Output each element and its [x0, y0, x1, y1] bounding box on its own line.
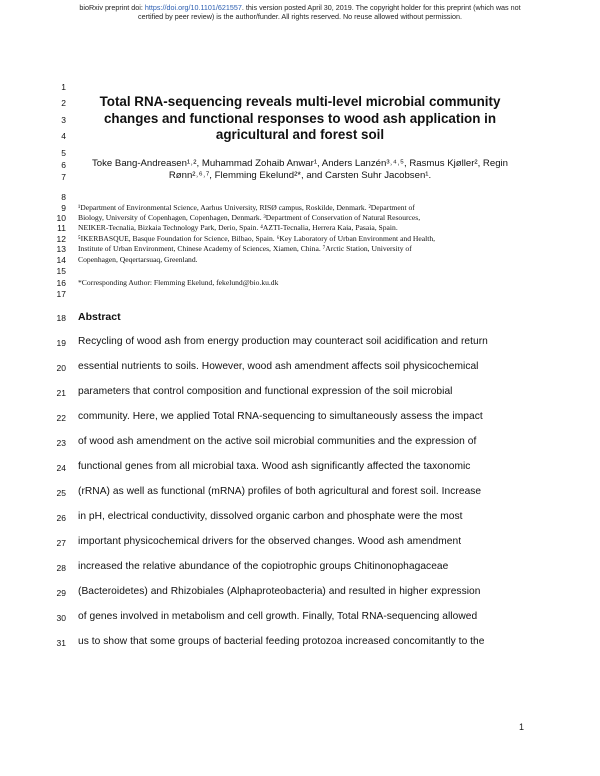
line-number: 2	[61, 98, 66, 108]
authors-line-1: Toke Bang-Andreasen¹˒², Muhammad Zohaib Anwar¹, Anders Lanzén³˒⁴˒⁵, Rasmus Kjøller², Regin	[91, 158, 508, 169]
line-number: 19	[56, 338, 66, 348]
line-number: 17	[56, 289, 66, 299]
line-number: 30	[56, 613, 66, 623]
line-number: 21	[56, 388, 66, 398]
abstract-line: community. Here, we applied Total RNA-sequencing to simultaneously assess the impact	[78, 411, 483, 422]
abstract-line: functional genes from all microbial taxa. Wood ash significantly affected the taxonomic	[78, 461, 471, 472]
line-number: 6	[61, 160, 66, 170]
line-number: 5	[61, 148, 66, 158]
line-number: 15	[56, 266, 66, 276]
line-number: 10	[56, 213, 66, 223]
abstract-line: Recycling of wood ash from energy production may counteract soil acidification and return	[78, 336, 488, 347]
abstract-line: important physicochemical drivers for the observed changes. Wood ash amendment	[78, 536, 462, 547]
paper-title-line-2: changes and functional responses to wood ash application in	[103, 111, 497, 126]
line-number: 22	[56, 413, 66, 423]
line-number: 8	[61, 192, 66, 202]
line-number: 27	[56, 538, 66, 548]
line-number: 9	[61, 203, 66, 213]
line-number: 11	[57, 223, 66, 233]
line-number: 24	[56, 463, 66, 473]
line-number: 16	[56, 278, 66, 288]
line-number: 12	[56, 234, 66, 244]
authors-line-2: Rønn²˒⁶˒⁷, Flemming Ekelund²*, and Carsten Suhr Jacobsen¹.	[168, 170, 432, 181]
affiliation-line: ¹Department of Environmental Science, Aarhus University, RISØ campus, Roskilde, Denmark. ²Department of	[78, 203, 415, 212]
paper-title-line-3: agricultural and forest soil	[215, 127, 385, 142]
abstract-line: increased the relative abundance of the copiotrophic groups Chitinonophagaceae	[78, 561, 449, 572]
line-number: 13	[56, 244, 66, 254]
corresponding-author: *Corresponding Author: Flemming Ekelund, fekelund@bio.ku.dk	[78, 278, 279, 287]
affiliation-line: ⁵IKERBASQUE, Basque Foundation for Science, Bilbao, Spain. ⁶Key Laboratory of Urban Environment and Health,	[78, 234, 436, 243]
abstract-line: (rRNA) as well as functional (mRNA) profiles of both agricultural and forest soil. Increase	[78, 486, 482, 497]
line-number: 14	[56, 255, 66, 265]
abstract-heading: Abstract	[78, 311, 121, 323]
abstract-line: of genes involved in metabolism and cell growth. Finally, Total RNA-sequencing allowed	[78, 611, 478, 622]
preprint-header	[60, 3, 540, 21]
line-number: 25	[56, 488, 66, 498]
line-number: 28	[56, 563, 66, 573]
affiliation-line: NEIKER-Tecnalia, Bizkaia Technology Park, Derio, Spain. ⁴AZTI-Tecnalia, Herrera Kaia, Pasaia, Spain.	[78, 223, 398, 232]
abstract-line: (Bacteroidetes) and Rhizobiales (Alphaproteobacteria) and resulted in higher expression	[78, 586, 481, 597]
paper-title-line-1: Total RNA-sequencing reveals multi-level microbial community	[99, 94, 501, 109]
line-number: 23	[56, 438, 66, 448]
line-number: 20	[56, 363, 66, 373]
affiliation-line: Copenhagen, Qeqertarsuaq, Greenland.	[78, 255, 198, 264]
line-number: 1	[61, 82, 66, 92]
header-line-1: bioRxiv preprint doi: https://doi.org/10.1101/621557. this version posted April 30, 2019. The copyright holder for this preprint (which was not	[79, 3, 521, 12]
line-number: 7	[61, 172, 66, 182]
header-line-2: certified by peer review) is the author/funder. All rights reserved. No reuse allowed without permission.	[138, 12, 462, 21]
affiliation-line: Biology, University of Copenhagen, Copenhagen, Denmark. ³Department of Conservation of Natural Resources,	[78, 213, 421, 222]
doi-link[interactable]: https://doi.org/10.1101/621557	[144, 3, 242, 12]
line-number: 3	[61, 115, 66, 125]
affiliation-line: Institute of Urban Environment, Chinese Academy of Sciences, Xiamen, China. ⁷Arctic Station, University of	[78, 244, 412, 253]
abstract-line: of wood ash amendment on the active soil microbial communities and the expression of	[78, 436, 477, 447]
abstract-line: us to show that some groups of bacterial feeding protozoa increased concomitantly to the	[78, 636, 485, 647]
line-number: 4	[61, 131, 66, 141]
abstract-line: parameters that control composition and functional expression of the soil microbial	[78, 386, 453, 397]
line-number: 18	[56, 313, 66, 323]
abstract-line: essential nutrients to soils. However, wood ash amendment affects soil physicochemical	[78, 361, 479, 372]
abstract-line: in pH, electrical conductivity, dissolved organic carbon and phosphate were the most	[78, 511, 463, 522]
page-number: 1	[518, 722, 524, 732]
line-number: 29	[56, 588, 66, 598]
line-number: 31	[56, 638, 66, 648]
line-number: 26	[56, 513, 66, 523]
